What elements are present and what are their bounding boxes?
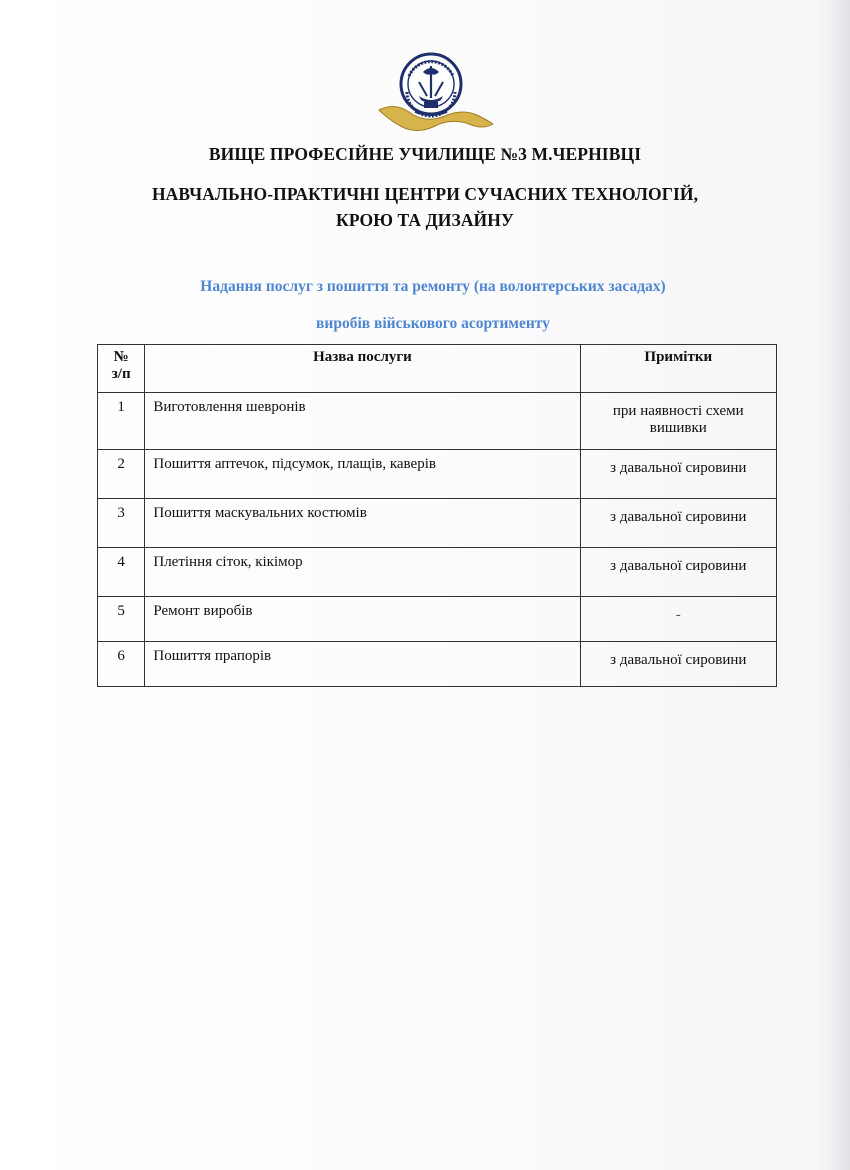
row-number: 3: [98, 499, 145, 548]
service-note: з давальної сировини: [580, 548, 776, 597]
service-name: Пошиття маскувальних костюмів: [145, 499, 580, 548]
row-number: 5: [98, 597, 145, 642]
centers-title-line-1: НАВЧАЛЬНО-ПРАКТИЧНІ ЦЕНТРИ СУЧАСНИХ ТЕХНОЛОГІЙ,: [151, 184, 699, 204]
row-number: 6: [98, 642, 145, 687]
header-num-line-1: №: [113, 349, 129, 365]
service-note: з давальної сировини: [580, 499, 776, 548]
centers-title: [0, 181, 850, 233]
service-note-line-2: вишивки: [649, 420, 707, 436]
row-number: 2: [98, 450, 145, 499]
table-row: [98, 499, 777, 548]
services-subtitle-line-1: Надання послуг з пошиття та ремонту (на волонтерських засадах): [200, 278, 666, 295]
table-row: [98, 597, 777, 642]
header-service-name: Назва послуги: [145, 345, 580, 393]
service-name: Виготовлення шевронів: [145, 393, 580, 450]
header-num-line-2: з/п: [111, 366, 131, 382]
service-note: з давальної сировини: [580, 642, 776, 687]
row-number: 4: [98, 548, 145, 597]
service-name: Ремонт виробів: [145, 597, 580, 642]
table-row: [98, 642, 777, 687]
table-row: [98, 450, 777, 499]
header-notes: Примітки: [580, 345, 776, 393]
centers-title-line-2: КРОЮ ТА ДИЗАЙНУ: [336, 210, 514, 230]
service-note: -: [580, 597, 776, 642]
service-note: з давальної сировини: [580, 450, 776, 499]
services-subtitle-line-2: виробів військового асортименту: [316, 315, 550, 332]
service-name: Плетіння сіток, кікімор: [145, 548, 580, 597]
service-name: Пошиття прапорів: [145, 642, 580, 687]
school-emblem-logo: [375, 52, 495, 136]
header-num: [98, 345, 145, 393]
service-note-line-1: при наявності схеми: [612, 403, 744, 419]
table-header-row: [98, 345, 777, 393]
service-note: [580, 393, 776, 450]
service-name: Пошиття аптечок, підсумок, плащів, каверів: [145, 450, 580, 499]
table-row: [98, 548, 777, 597]
services-table: [97, 344, 777, 687]
page-edge-shadow: [828, 0, 850, 1170]
institution-title: ВИЩЕ ПРОФЕСІЙНЕ УЧИЛИЩЕ №3 М.ЧЕРНІВЦІ: [208, 144, 642, 164]
row-number: 1: [98, 393, 145, 450]
table-row: [98, 393, 777, 450]
